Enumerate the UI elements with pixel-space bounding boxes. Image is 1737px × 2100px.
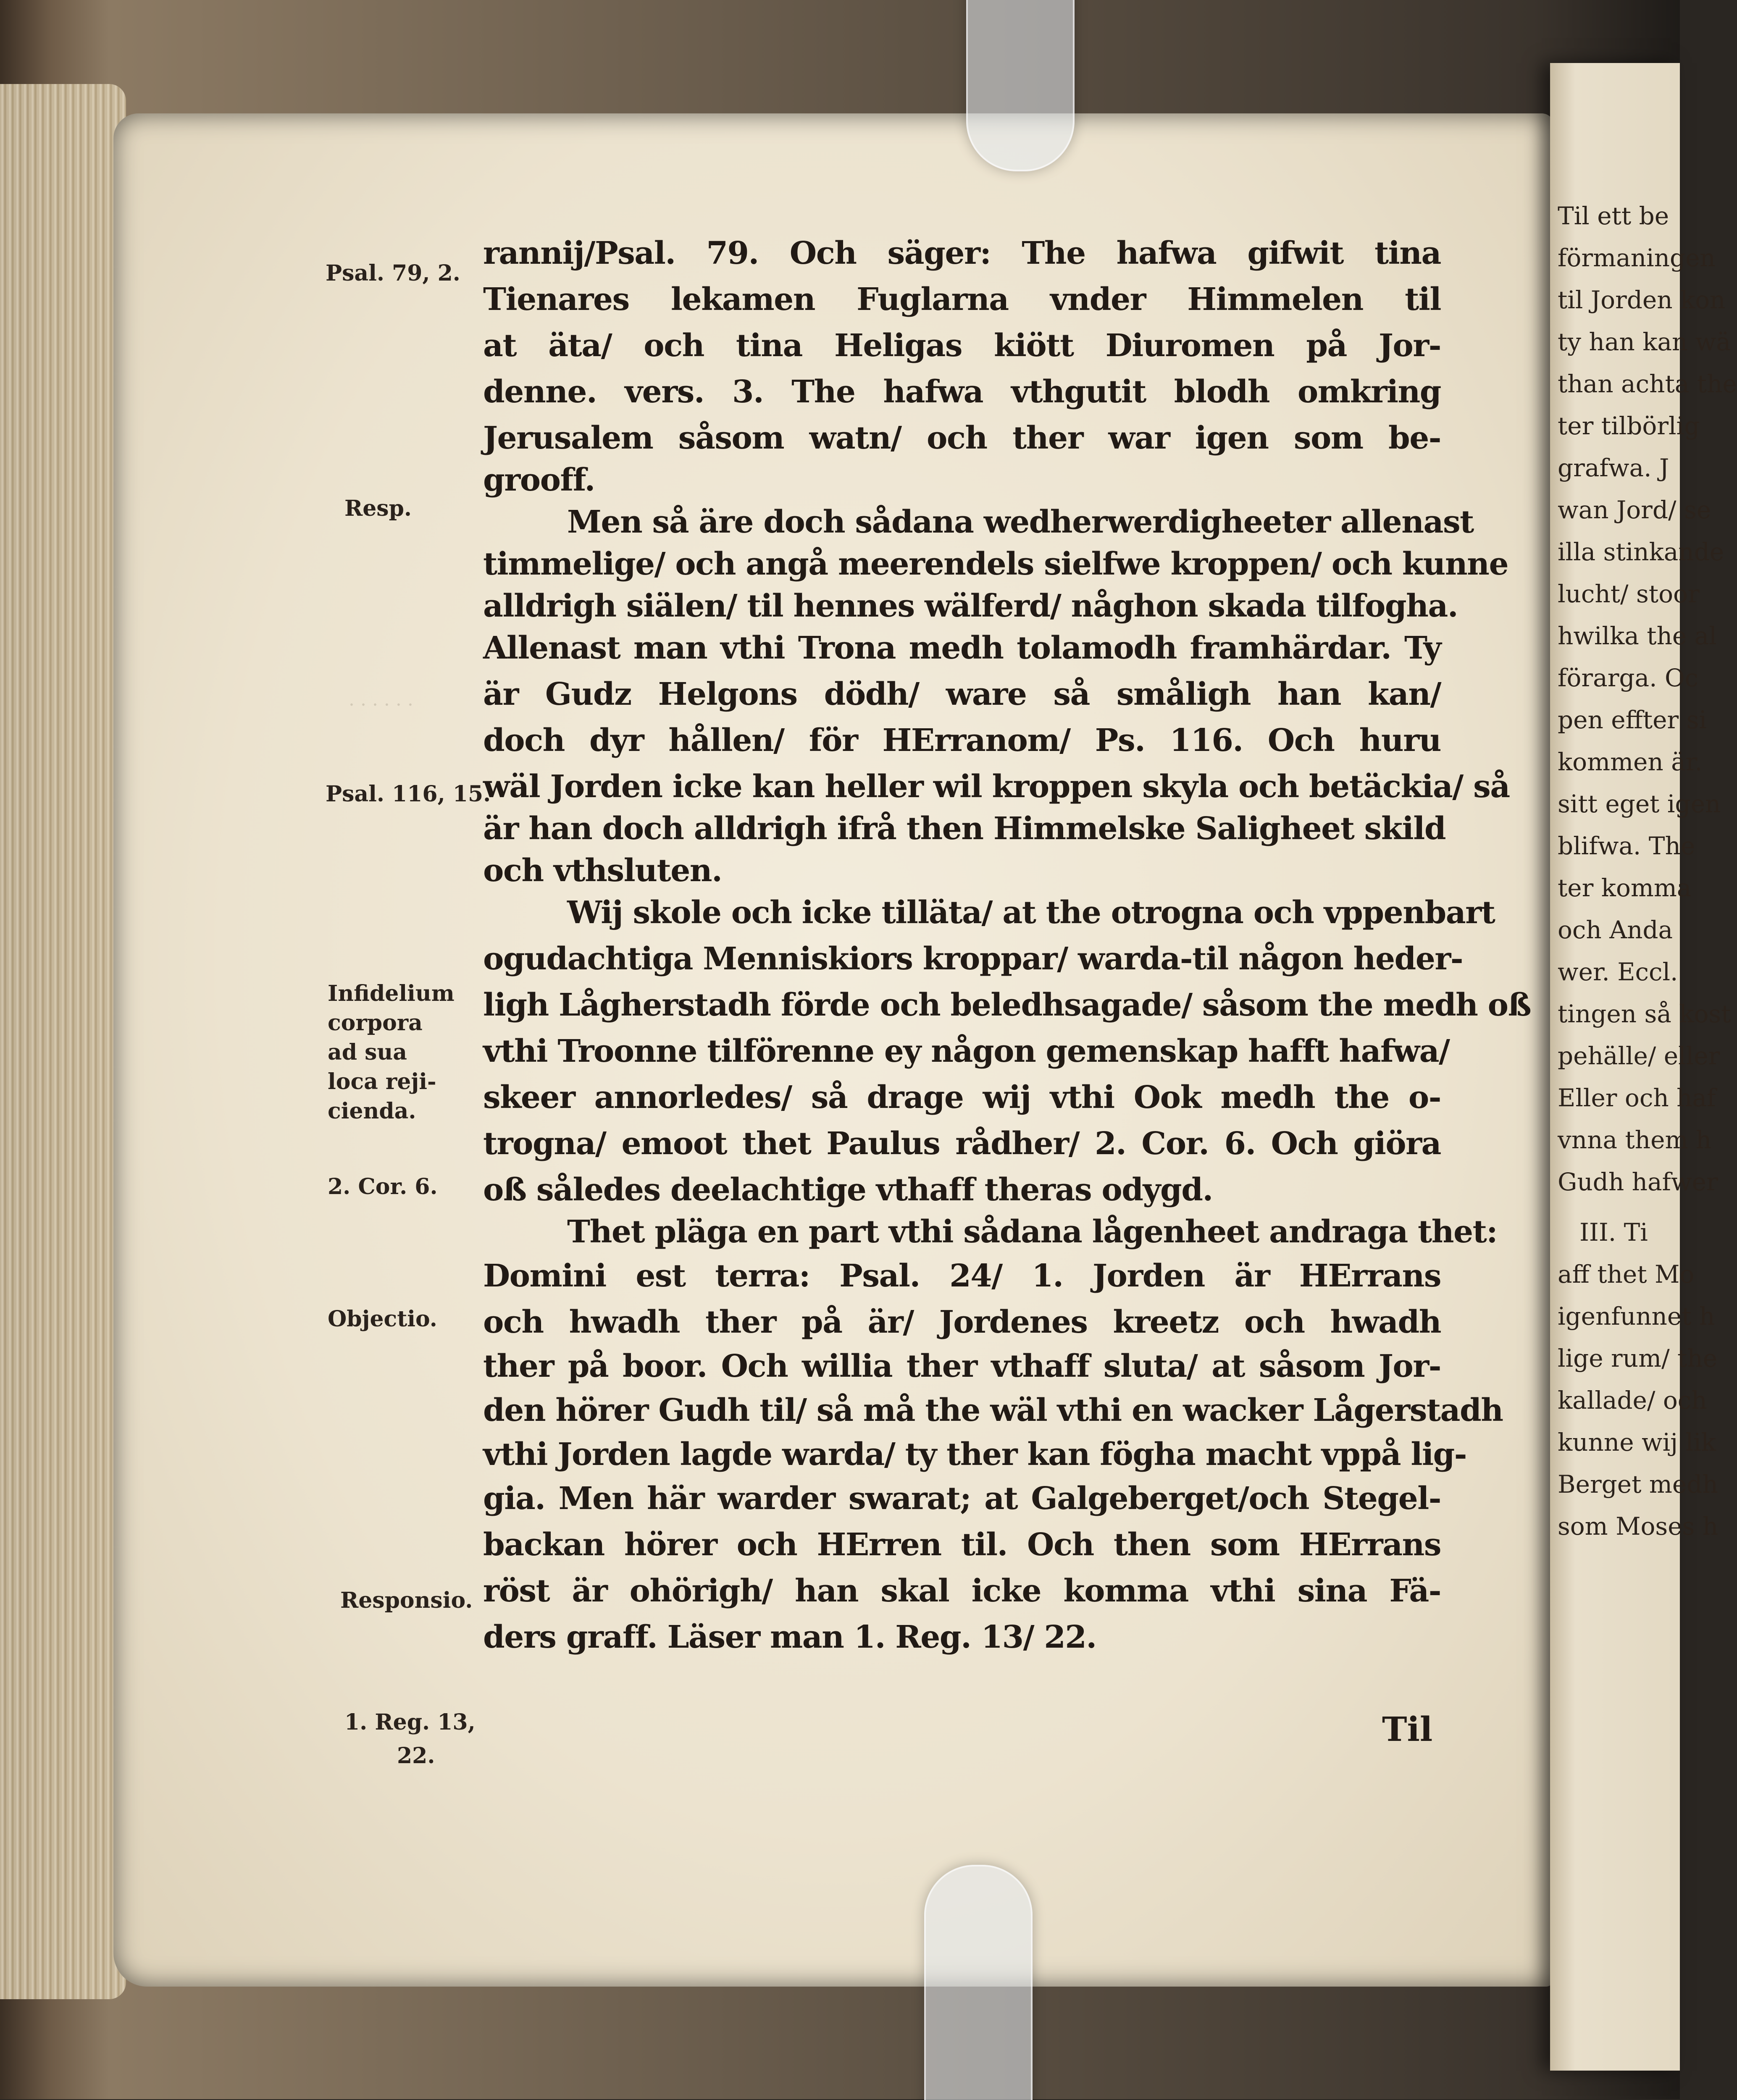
- facing-line: wan Jord/ se: [1558, 496, 1711, 524]
- facing-line: til Jorden kon: [1558, 286, 1726, 314]
- catchword: Til: [1382, 1709, 1433, 1749]
- facing-line: pen effter si: [1558, 706, 1707, 734]
- text-line: vthi Jorden lagde warda/ ty ther kan fögha macht vppå lig-: [483, 1436, 1467, 1473]
- text-line: backan hörer och HErren til. Och then som HErrans: [483, 1527, 1441, 1563]
- facing-line: blifwa. The: [1558, 832, 1695, 860]
- text-line: och vthsluten.: [483, 853, 722, 889]
- facing-line: grafwa. J: [1558, 454, 1669, 482]
- facing-line: lucht/ stoor: [1558, 580, 1700, 608]
- text-line: är Gudz Helgons dödh/ ware så småligh han kan/: [483, 676, 1441, 712]
- margin-note-reg-2: 22.: [397, 1743, 435, 1769]
- text-line: röst är ohörigh/ han skal icke komma vthi sina Fä-: [483, 1573, 1441, 1609]
- facing-line: som Moses h: [1558, 1512, 1719, 1541]
- facing-line: kunne wij lik: [1558, 1428, 1716, 1457]
- facing-line: aff thet Mo: [1558, 1260, 1695, 1289]
- text-line: är han doch alldrigh ifrå then Himmelske Saligheet skild: [483, 811, 1446, 847]
- text-line: den hörer Gudh til/ så må the wäl vthi en wacker Lågerstadh: [483, 1392, 1503, 1428]
- facing-line: lige rum/ the: [1558, 1344, 1718, 1373]
- text-line: grooff.: [483, 462, 595, 498]
- facing-line: sitt eget igen: [1558, 790, 1721, 818]
- facing-line: ter komma: [1558, 874, 1692, 902]
- text-line: vthi Troonne tilförenne ey någon gemenskap hafft hafwa/: [483, 1033, 1450, 1069]
- margin-note-cor: 2. Cor. 6.: [328, 1174, 438, 1200]
- text-line: och hwadh ther på är/ Jordenes kreetz och hwadh: [483, 1304, 1441, 1340]
- facing-line: tingen så kost: [1558, 1000, 1731, 1028]
- facing-line: pehälle/ eller: [1558, 1042, 1720, 1070]
- margin-note-responsio: Responsio.: [340, 1588, 473, 1613]
- text-line: wäl Jorden icke kan heller wil kroppen skyla och betäckia/ så: [483, 769, 1510, 805]
- text-line: rannij/Psal. 79. Och säger: The hafwa gifwit tina: [483, 235, 1441, 271]
- margin-note-infidelium-4: loca reji-: [328, 1069, 436, 1095]
- facing-line: Til ett be: [1558, 202, 1669, 230]
- facing-line: hwilka the al: [1558, 622, 1717, 650]
- text-line: trogna/ emoot thet Paulus rådher/ 2. Cor. 6. Och giöra: [483, 1126, 1441, 1162]
- text-line: doch dyr hållen/ för HErranom/ Ps. 116. Och huru: [483, 722, 1441, 759]
- margin-note-resp: Resp.: [344, 496, 412, 521]
- text-line: Men så äre doch sådana wedherwerdigheeter allenast: [567, 504, 1474, 540]
- text-line: Tienares lekamen Fuglarna vnder Himmelen til: [483, 281, 1441, 318]
- show-through-text: . . . . . .: [349, 689, 413, 710]
- left-book-edge: [0, 84, 126, 1999]
- facing-line: Gudh hafwer: [1558, 1168, 1718, 1196]
- facing-line: wer. Eccl.: [1558, 958, 1678, 986]
- text-line: ligh Lågherstadh förde och beledhsagade/ såsom the medh oß: [483, 987, 1531, 1023]
- text-line: Wij skole och icke tilläta/ at the otrogna och vppenbart: [567, 895, 1495, 931]
- margin-note-infidelium-1: Infidelium: [328, 981, 455, 1006]
- facing-line: ty han kan wä: [1558, 328, 1731, 356]
- text-line: gia. Men här warder swarat; at Galgeberget/och Stegel-: [483, 1480, 1441, 1517]
- margin-note-infidelium-5: cienda.: [328, 1098, 416, 1124]
- page-clip-bottom: [924, 1865, 1033, 2100]
- facing-line: förarga. Oc: [1558, 664, 1699, 692]
- text-line: Thet pläga en part vthi sådana lågenheet andraga thet:: [567, 1214, 1498, 1250]
- text-line: Domini est terra: Psal. 24/ 1. Jorden är HErrans: [483, 1258, 1441, 1294]
- facing-line: och Anda: [1558, 916, 1673, 944]
- facing-line: illa stinkande: [1558, 538, 1724, 566]
- text-line: denne. vers. 3. The hafwa vthgutit blodh omkring: [483, 374, 1441, 410]
- facing-line: kommen är.: [1558, 748, 1703, 776]
- text-line: at äta/ och tina Heligas kiött Diuromen på Jor-: [483, 328, 1441, 364]
- text-line: skeer annorledes/ så drage wij vthi Ook medh the o-: [483, 1079, 1441, 1116]
- text-line: ther på boor. Och willia ther vthaff sluta/ at såsom Jor-: [483, 1348, 1441, 1384]
- text-line: Jerusalem såsom watn/ och ther war igen som be-: [483, 420, 1441, 456]
- facing-line: förmaningen: [1558, 244, 1716, 272]
- facing-line: ter tilbörlig: [1558, 412, 1700, 440]
- margin-note-objectio: Objectio.: [328, 1306, 437, 1332]
- text-line: oß således deelachtige vthaff theras odygd.: [483, 1172, 1213, 1208]
- facing-line: igenfunnet h: [1558, 1302, 1715, 1331]
- margin-note-psal79: Psal. 79, 2.: [326, 260, 460, 286]
- page-clip-top: [966, 0, 1075, 171]
- facing-line: Berget medh: [1558, 1470, 1718, 1499]
- margin-note-psal116: Psal. 116, 15.: [326, 781, 491, 807]
- facing-line: kallade/ och: [1558, 1386, 1707, 1415]
- facing-line: vnna them h: [1558, 1126, 1712, 1154]
- facing-line: than achta the: [1558, 370, 1737, 398]
- margin-note-infidelium-3: ad sua: [328, 1040, 407, 1065]
- text-line: Allenast man vthi Trona medh tolamodh framhärdar. Ty: [483, 630, 1441, 666]
- text-line: alldrigh siälen/ til hennes wälferd/ någhon skada tilfogha.: [483, 588, 1458, 624]
- margin-note-infidelium-2: corpora: [328, 1010, 423, 1036]
- text-line: ogudachtiga Menniskiors kroppar/ warda-til någon heder-: [483, 941, 1463, 977]
- margin-note-reg-1: 1. Reg. 13,: [344, 1709, 476, 1735]
- text-line: timmelige/ och angå meerendels sielfwe kroppen/ och kunne: [483, 546, 1508, 582]
- facing-line: III. Ti: [1579, 1218, 1648, 1247]
- facing-page: [1550, 63, 1737, 2071]
- text-line: ders graff. Läser man 1. Reg. 13/ 22.: [483, 1619, 1096, 1655]
- facing-line: Eller och haf: [1558, 1084, 1716, 1112]
